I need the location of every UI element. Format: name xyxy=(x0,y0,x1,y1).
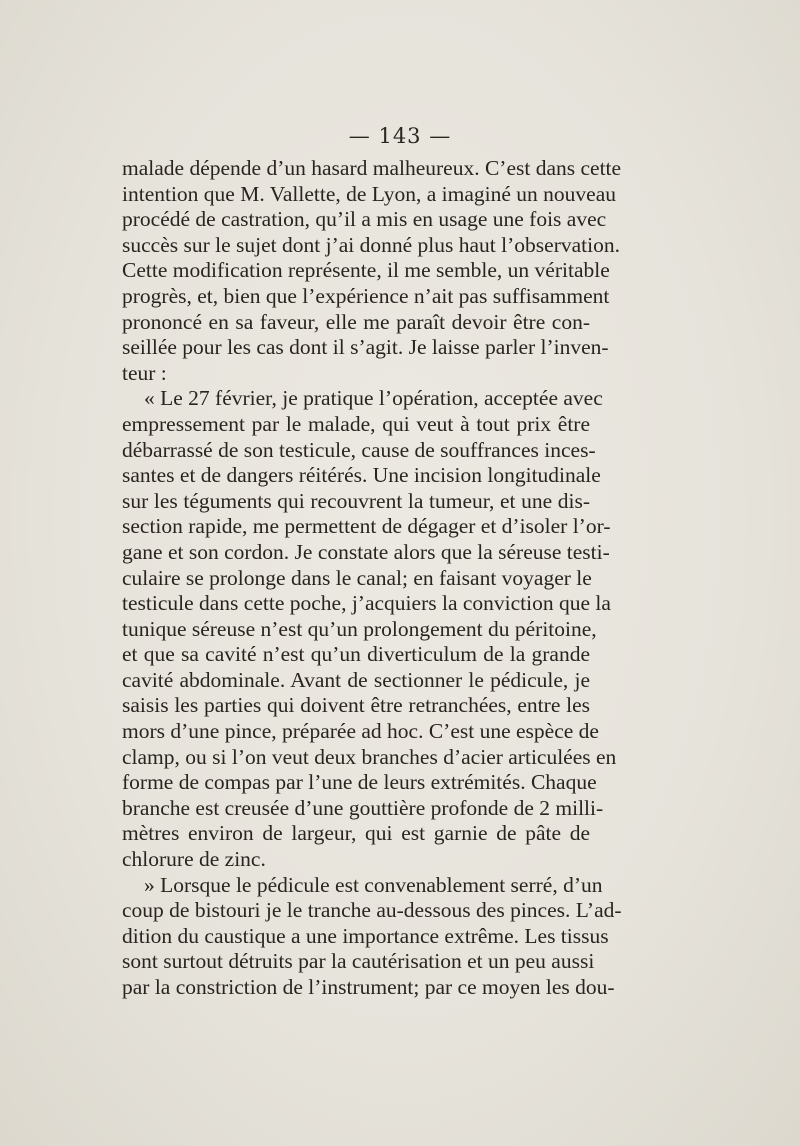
text-line: tunique séreuse n’est qu’un prolongement du péritoine, xyxy=(122,616,597,641)
text-line: coup de bistouri je le tranche au-dessous des pinces. L’ad- xyxy=(122,898,622,923)
text-line: chlorure de zinc. xyxy=(122,847,266,872)
text-line: » Lorsque le pédicule est convenablement serré, d’un xyxy=(144,872,603,897)
text-line: cavité abdominale. Avant de sectionner le pédicule, je xyxy=(122,667,590,692)
text-line: par la constriction de l’instrument; par ce moyen les dou- xyxy=(122,975,615,999)
text-line: section rapide, me permettent de dégager et d’isoler l’or- xyxy=(122,514,611,539)
text-line: mors d’une pince, préparée ad hoc. C’est une espèce de xyxy=(122,719,599,744)
text-line: testicule dans cette poche, j’acquiers la conviction que la xyxy=(122,591,611,616)
text-line: seillée pour les cas dont il s’agit. Je laisse parler l’inven- xyxy=(122,335,609,360)
text-line: intention que M. Vallette, de Lyon, a imaginé un nouveau xyxy=(122,181,616,206)
text-line: Cette modification représente, il me semble, un véritable xyxy=(122,258,610,283)
text-line: clamp, ou si l’on veut deux branches d’acier articulées en xyxy=(122,744,617,769)
text-line: saisis les parties qui doivent être retranchées, entre les xyxy=(122,693,590,718)
text-line: « Le 27 février, je pratique l’opération, acceptée avec xyxy=(144,386,603,411)
text-line: sont surtout détruits par la cautérisation et un peu aussi xyxy=(122,949,595,974)
body-text xyxy=(122,156,622,1001)
text-line: prononcé en sa faveur, elle me paraît devoir être con- xyxy=(122,309,590,334)
text-line: malade dépende d’un hasard malheureux. C’est dans cette xyxy=(122,156,622,180)
text-line: débarrassé de son testicule, cause de souffrances inces- xyxy=(122,437,596,462)
text-line: mètres environ de largeur, qui est garnie de pâte de xyxy=(122,821,590,846)
text-line: forme de compas par l’une de leurs extrémités. Chaque xyxy=(122,770,597,795)
text-line: branche est creusée d’une gouttière profonde de 2 milli- xyxy=(122,795,604,820)
text-line: teur : xyxy=(122,360,167,385)
text-line: gane et son cordon. Je constate alors que la séreuse testi- xyxy=(122,539,610,564)
text-line: santes et de dangers réitérés. Une incision longitudinale xyxy=(122,463,601,488)
text-line: progrès, et, bien que l’expérience n’ait pas suffisamment xyxy=(122,283,610,308)
text-line: culaire se prolonge dans le canal; en faisant voyager le xyxy=(122,565,592,590)
page-number: — 143 — xyxy=(348,124,452,148)
text-line: et que sa cavité n’est qu’un diverticulum de la grande xyxy=(122,642,590,667)
text-line: procédé de castration, qu’il a mis en usage une fois avec xyxy=(122,207,607,232)
text-line: dition du caustique a une importance extrême. Les tissus xyxy=(122,923,609,948)
text-line: empressement par le malade, qui veut à tout prix être xyxy=(122,411,590,436)
text-line: sur les téguments qui recouvrent la tumeur, et une dis- xyxy=(122,488,590,513)
text-line: succès sur le sujet dont j’ai donné plus haut l’observation. xyxy=(122,232,620,257)
